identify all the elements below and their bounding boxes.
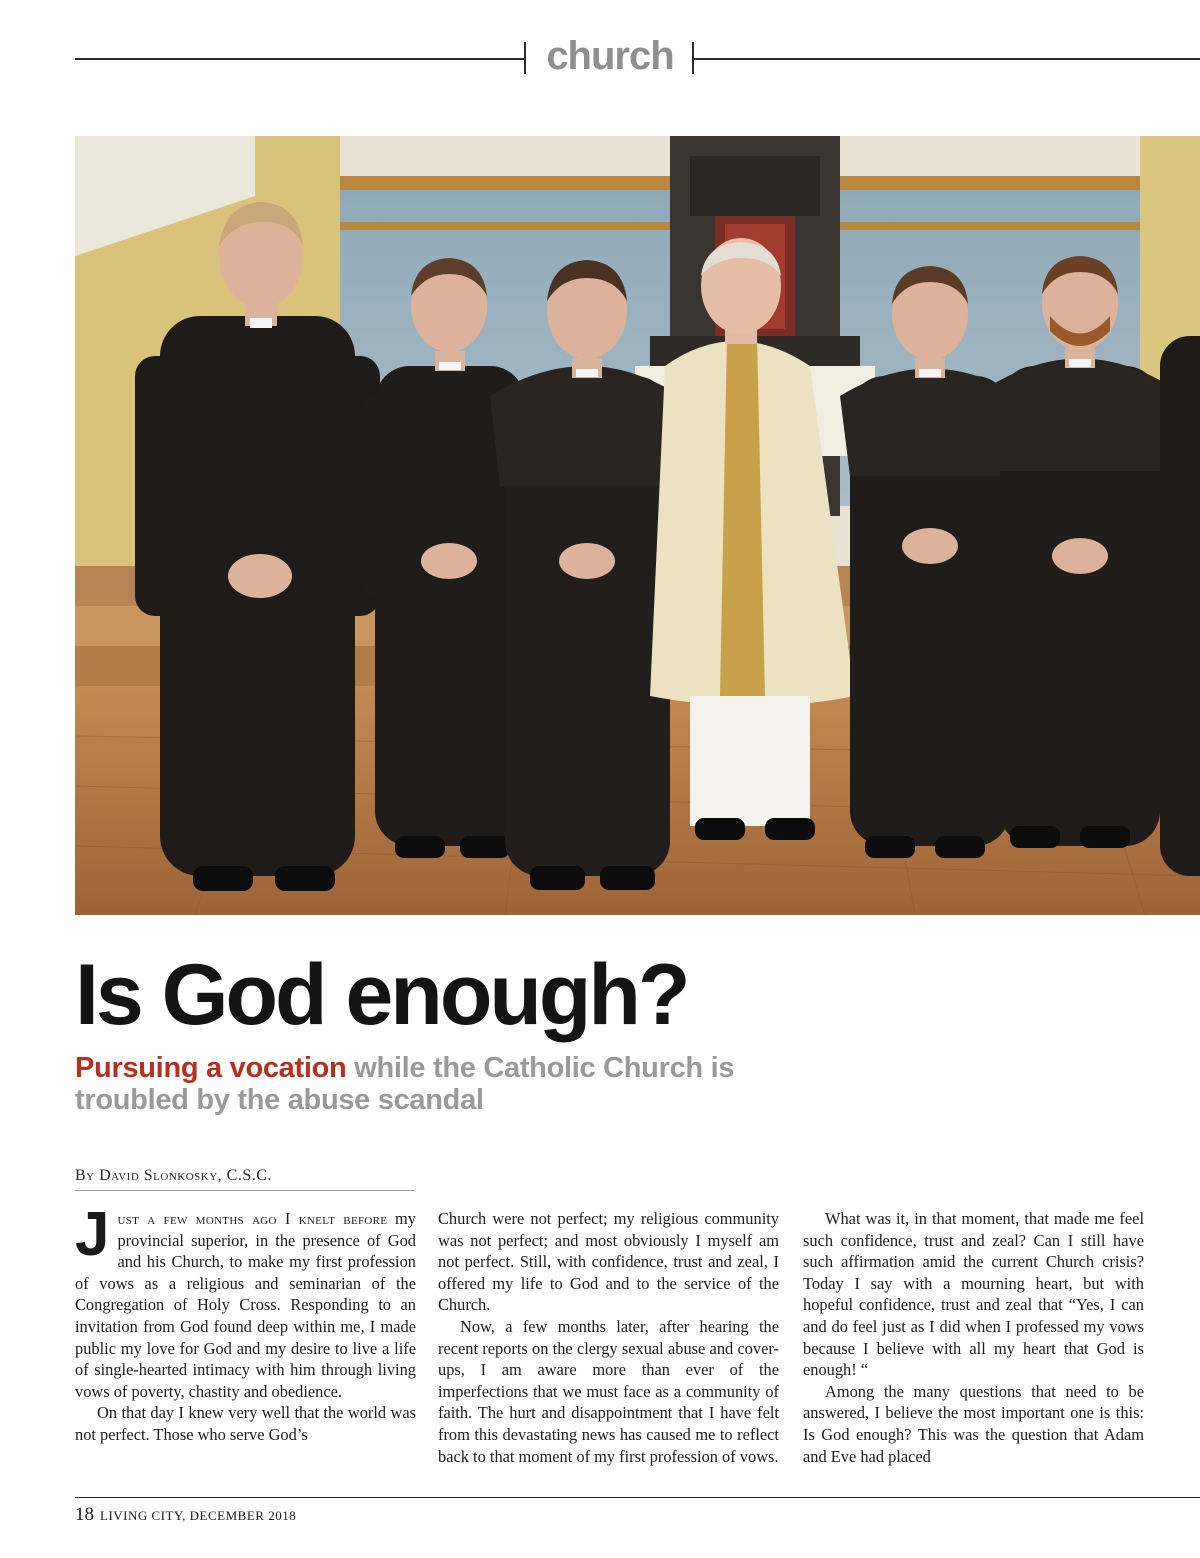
header-rule-right <box>693 58 1200 60</box>
lead-in: ust a few months ago I knelt before <box>117 1209 388 1228</box>
paragraph: On that day I knew very well that the world was not perfect. Those who serve God’s <box>75 1403 416 1444</box>
article-subhead <box>75 1052 835 1116</box>
paragraph: Church were not perfect; my religious community was not perfect; and most obviously I myself am not perfect. Still, with confidence, trust and zeal, I offered my life to God and to the service of the Church. <box>438 1209 779 1315</box>
paragraph-text: my provincial superior, in the presence of God and his Church, to make my first profession of vows as a religious and seminarian of the Congregation of Holy Cross. Responding to an invitation from God found deep within me, I made public my love for God and my desire to live a life of single-hearted intimacy with him through living vows of poverty, chastity and obedience. <box>75 1209 416 1401</box>
byline-suffix: , C.S.C. <box>217 1167 272 1184</box>
article-column-1 <box>75 1200 416 1446</box>
byline <box>75 1167 415 1191</box>
paragraph <box>75 1200 416 1402</box>
page-number: 18 <box>75 1504 94 1525</box>
page-folio <box>75 1504 296 1526</box>
drop-cap: J <box>75 1200 110 1269</box>
paragraph: Now, a few months later, after hearing the recent reports on the clergy sexual abuse and cover-ups, I am aware more than ever of the imperfections that we must face as a community of faith. The hurt and disappointment that I have felt from this devastating news has caused me to reflect back to that moment of my first profession of vows. <box>438 1316 779 1466</box>
subhead-accent: Pursuing a vocation <box>75 1052 347 1084</box>
header-tick-left <box>524 42 526 74</box>
article-column-2 <box>438 1208 779 1467</box>
byline-prefix: By <box>75 1167 100 1184</box>
header-rule-left <box>75 58 525 60</box>
paragraph: Among the many questions that need to be answered, I believe the most important one is this: Is God enough? This was the question that Adam and Eve had placed <box>803 1381 1144 1466</box>
subhead-rest: while the Catholic Church is troubled by the abuse scandal <box>75 1052 735 1116</box>
paragraph: What was it, in that moment, that made me feel such confidence, trust and zeal? Can I still have such affirmation amid the current Church crisis? Today I say with a mourning heart, but with hopeful confidence, trust and zeal that “Yes, I can and do feel just as I did when I professed my vows because I believe with all my heart that God is enough! “ <box>803 1209 1144 1380</box>
publication-line: LIVING CITY, DECEMBER 2018 <box>100 1508 297 1523</box>
footer-rule <box>75 1497 1200 1498</box>
article-headline: Is God enough? <box>75 947 688 1043</box>
byline-author: David Slonkosky <box>99 1167 218 1184</box>
section-label: church <box>546 34 674 78</box>
section-header <box>75 30 1200 90</box>
article-column-3 <box>803 1208 1144 1467</box>
article-photo <box>75 136 1200 915</box>
